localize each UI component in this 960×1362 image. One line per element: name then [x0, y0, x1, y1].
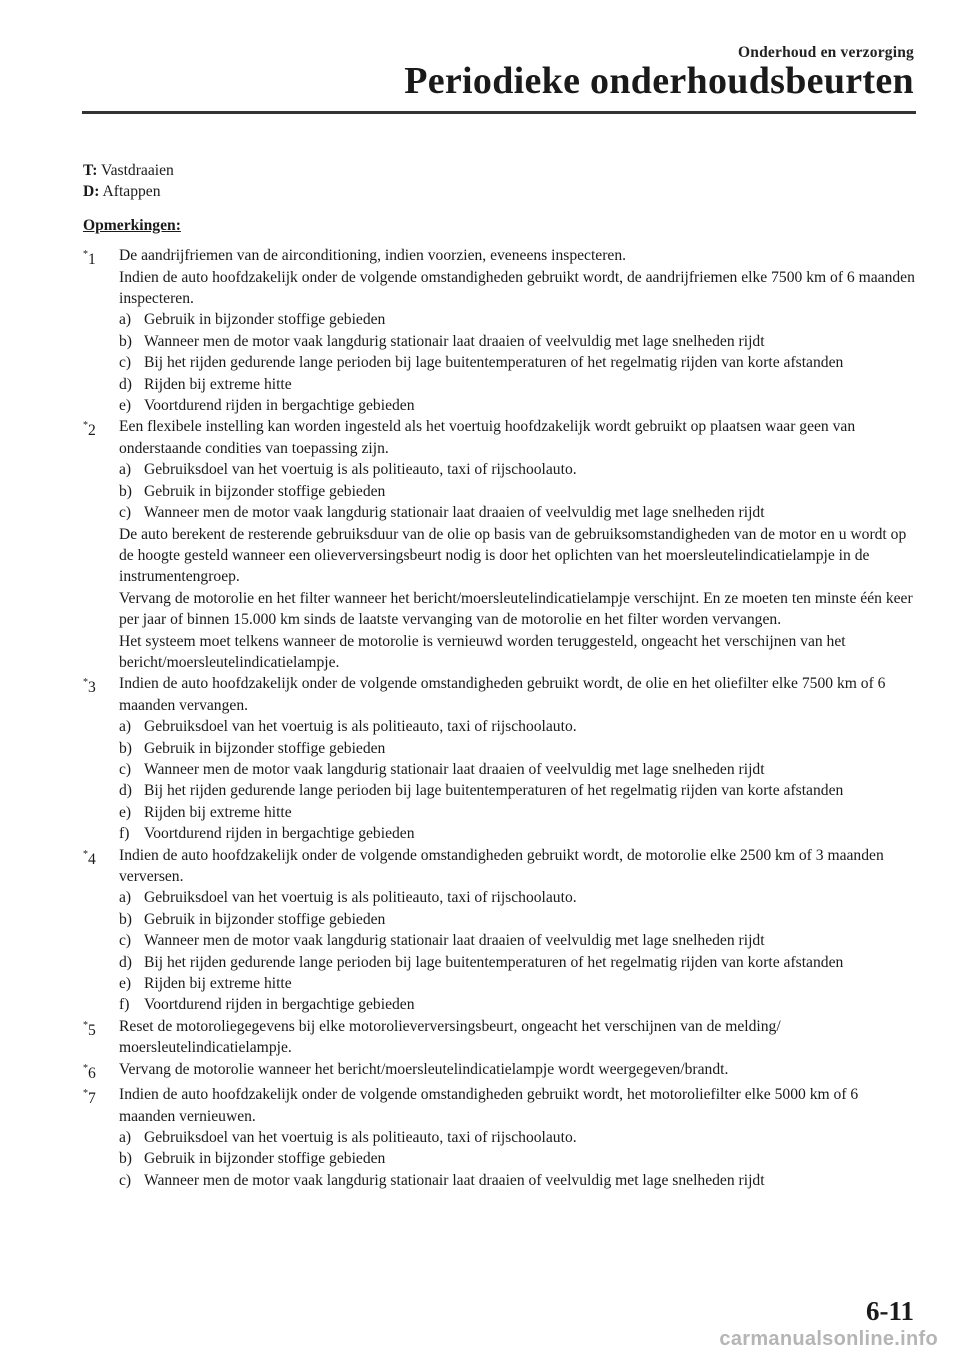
footnote [83, 416, 915, 673]
page-number: 6-11 [865, 1296, 914, 1326]
footnote-number: 4 [88, 850, 96, 868]
header-divider [82, 111, 916, 114]
list-item-letter: b) [119, 332, 132, 350]
list-item-letter: a) [119, 718, 132, 736]
list-item-text: Gebruiksdoel van het voertuig is als politieauto, taxi of rijschoolauto. [144, 889, 577, 907]
list-item-text: Voortdurend rijden in bergachtige gebieden [144, 825, 415, 843]
footnote-marker [83, 1084, 119, 1191]
list-item [119, 459, 915, 480]
list-item [119, 395, 915, 416]
footnote [83, 1059, 915, 1085]
list-item-letter: b) [119, 1150, 132, 1168]
list-item-letter: c) [119, 760, 132, 778]
footnote-star: * [83, 249, 88, 261]
legend-text: Vastdraaien [97, 162, 174, 179]
footnote-star: * [83, 1088, 88, 1100]
footnote-star: * [83, 1062, 88, 1074]
list-item-letter: c) [119, 354, 132, 372]
list-item [119, 1170, 915, 1191]
list-item [119, 352, 915, 373]
list-item [119, 887, 915, 908]
list-item [119, 994, 915, 1015]
list-item [119, 780, 915, 801]
list-item [119, 374, 915, 395]
footnote-marker [83, 1016, 119, 1059]
list-item [119, 1127, 915, 1148]
footnote-body [119, 1016, 915, 1059]
footnote-paragraph: Indien de auto hoofdzakelijk onder de volgende omstandigheden gebruikt wordt, de motorolie elke 2500 km of 3 maanden verversen. [119, 846, 884, 885]
list-item-letter: f) [119, 996, 130, 1014]
footnote [83, 673, 915, 844]
notes-list [83, 245, 915, 1191]
legend-key: D: [83, 183, 100, 201]
list-item-letter: e) [119, 975, 132, 993]
footnote-star: * [83, 677, 88, 689]
list-item [119, 1148, 915, 1169]
footnote-paragraph: Reset de motoroliegegevens bij elke motorolieverversingsbeurt, ongeacht het verschijnen van de melding/ moersleutelindicatielampje. [119, 1017, 781, 1057]
list-item [119, 738, 915, 759]
footnote-paragraph: De aandrijfriemen van de airconditioning, indien voorzien, eveneens inspecteren. [119, 247, 627, 265]
footnote-number: 3 [88, 679, 96, 697]
list-item-letter: a) [119, 461, 132, 479]
list-item-text: Gebruik in bijzonder stoffige gebieden [144, 482, 386, 500]
footnote-star: * [83, 420, 88, 432]
watermark: carmanualsonline.info [719, 1328, 938, 1350]
legend-key: T: [83, 162, 98, 179]
list-item-text: Wanneer men de motor vaak langdurig stationair laat draaien of veelvuldig met lage snelheden rijdt [144, 932, 765, 950]
list-item-letter: d) [119, 782, 132, 800]
list-item-text: Gebruik in bijzonder stoffige gebieden [144, 739, 386, 757]
footnote-number: 7 [88, 1090, 96, 1108]
list-item-text: Wanneer men de motor vaak langdurig stationair laat draaien of veelvuldig met lage snelheden rijdt [144, 760, 765, 778]
list-item-text: Wanneer men de motor vaak langdurig stationair laat draaien of veelvuldig met lage snelheden rijdt [144, 332, 765, 350]
list-item-letter: e) [119, 397, 132, 415]
footnote [83, 1084, 915, 1191]
footnote-marker [83, 1059, 119, 1085]
footnote [83, 1016, 915, 1059]
list-item-letter: d) [119, 375, 132, 393]
footnote-paragraph: De auto berekent de resterende gebruiksduur van de olie op basis van de gebruiksomstandigheden van de motor en u wordt op de hoogte gesteld wanneer een olieverversingsbeurt nodig is door het oplichten van het moersleutelindicatielampje in de instrumentengroep. [119, 525, 907, 586]
footnote-number: 6 [88, 1064, 96, 1082]
footnote-marker [83, 245, 119, 416]
list-item [119, 952, 915, 973]
list-item [119, 502, 915, 523]
list-item-text: Bij het rijden gedurende lange perioden bij lage buitentemperaturen of het regelmatig rijden van korte afstanden [144, 782, 844, 800]
footnote-paragraph: Indien de auto hoofdzakelijk onder de volgende omstandigheden gebruikt wordt, de olie en het oliefilter elke 7500 km of 6 maanden vervangen. [119, 675, 886, 714]
list-item-text: Gebruiksdoel van het voertuig is als politieauto, taxi of rijschoolauto. [144, 718, 577, 736]
list-item [119, 759, 915, 780]
list-item-letter: b) [119, 910, 132, 928]
footnote-marker [83, 673, 119, 844]
footnote [83, 845, 915, 1016]
footnote-star: * [83, 848, 88, 860]
list-item-letter: c) [119, 504, 132, 522]
list-item [119, 481, 915, 502]
list-item [119, 930, 915, 951]
list-item-letter: a) [119, 311, 132, 329]
list-item-letter: b) [119, 739, 132, 757]
list-item-letter: f) [119, 825, 130, 843]
list-item-text: Voortdurend rijden in bergachtige gebieden [144, 996, 415, 1014]
footnote-paragraph: Indien de auto hoofdzakelijk onder de volgende omstandigheden gebruikt wordt, de aandrijfriemen elke 7500 km of 6 maanden inspecteren. [119, 268, 915, 308]
list-item [119, 823, 915, 844]
list-item [119, 973, 915, 994]
list-item-text: Bij het rijden gedurende lange perioden bij lage buitentemperaturen of het regelmatig rijden van korte afstanden [144, 354, 844, 372]
footnote-paragraph: Het systeem moet telkens wanneer de motorolie is vernieuwd worden teruggesteld, ongeacht het verschijnen van het bericht/moersleutelindicatielampje. [119, 632, 846, 671]
list-item-letter: b) [119, 482, 132, 500]
footnote-paragraph: Vervang de motorolie en het filter wanneer het bericht/moersleutelindicatielampje verschijnt. En ze moeten ten minste één keer per jaar of binnen 15.000 km sinds de laatste vervanging van de motorolie en het filter worden vervangen. [119, 589, 913, 629]
footnote-marker [83, 416, 119, 673]
footnote-paragraph: Vervang de motorolie wanneer het bericht/moersleutelindicatielampje wordt weergegeven/brandt. [119, 1060, 729, 1078]
list-item-text: Rijden bij extreme hitte [144, 975, 292, 993]
legend-drain [83, 181, 915, 202]
footnote-body [119, 1059, 915, 1085]
list-item-text: Gebruiksdoel van het voertuig is als politieauto, taxi of rijschoolauto. [144, 1129, 577, 1147]
list-item [119, 716, 915, 737]
footnote-body [119, 245, 915, 416]
list-item-text: Gebruik in bijzonder stoffige gebieden [144, 910, 386, 928]
list-item-letter: e) [119, 803, 132, 821]
footnote-number: 2 [88, 422, 96, 440]
list-item-text: Rijden bij extreme hitte [144, 803, 292, 821]
footnote-paragraph: Indien de auto hoofdzakelijk onder de volgende omstandigheden gebruikt wordt, het motoroliefilter elke 5000 km of 6 maanden vernieuwen. [119, 1086, 859, 1125]
list-item-text: Gebruiksdoel van het voertuig is als politieauto, taxi of rijschoolauto. [144, 461, 577, 479]
list-item [119, 309, 915, 330]
list-item-text: Gebruik in bijzonder stoffige gebieden [144, 311, 386, 329]
list-item-text: Wanneer men de motor vaak langdurig stationair laat draaien of veelvuldig met lage snelheden rijdt [144, 504, 765, 522]
footnote-paragraph: Een flexibele instelling kan worden ingesteld als het voertuig hoofdzakelijk wordt gebruikt op plaatsen waar geen van onderstaande condities van toepassing zijn. [119, 418, 856, 457]
list-item-text: Wanneer men de motor vaak langdurig stationair laat draaien of veelvuldig met lage snelheden rijdt [144, 1171, 765, 1189]
section-title: Onderhoud en verzorging [738, 44, 914, 61]
footnote [83, 245, 915, 416]
page-title: Periodieke onderhoudsbeurten [404, 60, 914, 102]
legend-text: Aftappen [99, 183, 161, 201]
footnote-number: 1 [88, 251, 96, 269]
footnote-body [119, 673, 915, 844]
page-content [83, 160, 915, 1191]
list-item [119, 331, 915, 352]
list-item [119, 909, 915, 930]
list-item-text: Voortdurend rijden in bergachtige gebieden [144, 397, 415, 415]
list-item-text: Rijden bij extreme hitte [144, 375, 292, 393]
footnote-body [119, 845, 915, 1016]
footnote-number: 5 [88, 1022, 96, 1040]
list-item-text: Gebruik in bijzonder stoffige gebieden [144, 1150, 386, 1168]
legend-tighten [83, 160, 915, 181]
list-item-letter: a) [119, 889, 132, 907]
remarks-heading: Opmerkingen: [83, 216, 181, 234]
list-item-letter: c) [119, 1171, 132, 1189]
list-item-letter: d) [119, 953, 132, 971]
list-item-text: Bij het rijden gedurende lange perioden bij lage buitentemperaturen of het regelmatig rijden van korte afstanden [144, 953, 844, 971]
list-item-letter: c) [119, 932, 132, 950]
footnote-body [119, 416, 915, 673]
footnote-marker [83, 845, 119, 1016]
list-item-letter: a) [119, 1129, 132, 1147]
list-item [119, 802, 915, 823]
footnote-body [119, 1084, 915, 1191]
footnote-star: * [83, 1019, 88, 1031]
